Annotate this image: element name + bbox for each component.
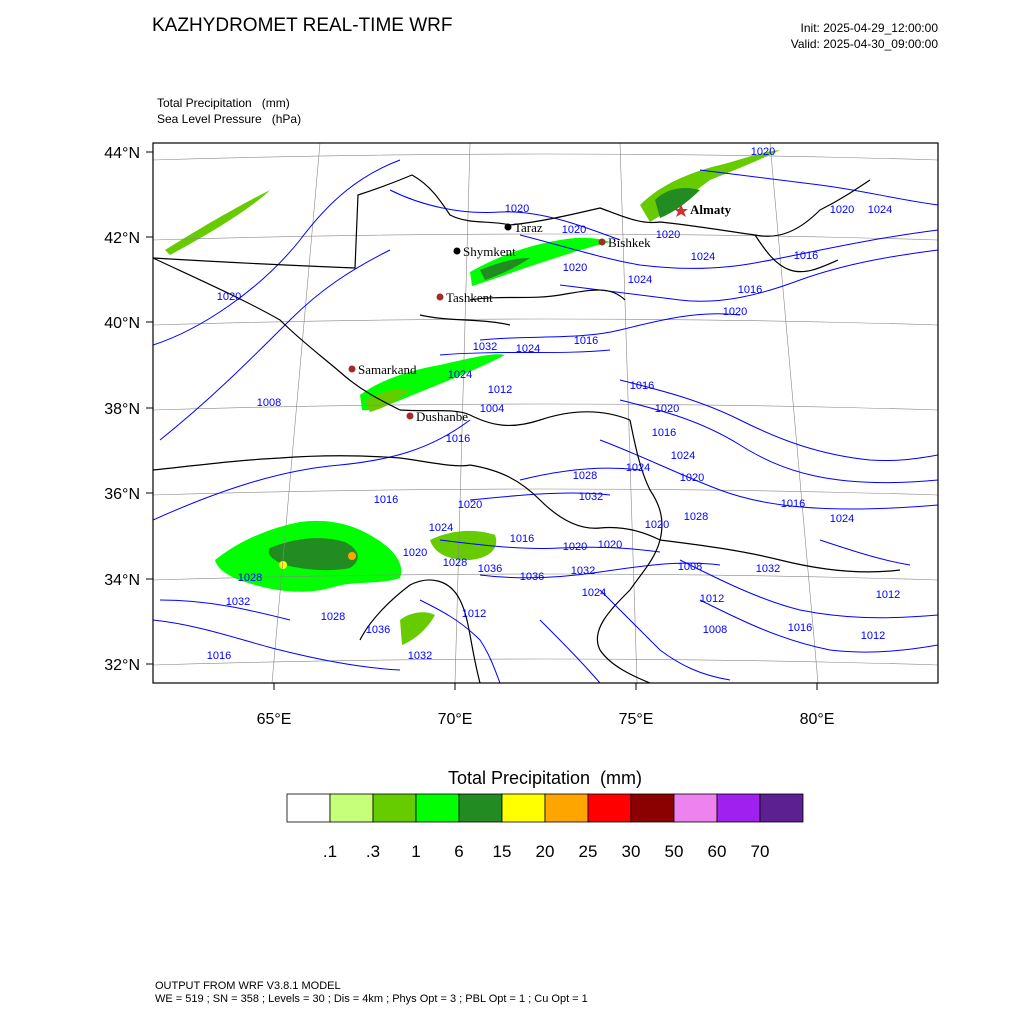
lon-label: 80°E: [799, 711, 835, 728]
city-label-taraz: Taraz: [514, 220, 543, 235]
map-title: KAZHYDROMET REAL-TIME WRF: [152, 15, 453, 36]
contour-label: 1024: [867, 204, 893, 216]
colorbar-swatch: [545, 794, 588, 822]
contour-label: 1016: [206, 650, 232, 662]
contour-label: 1020: [722, 306, 748, 318]
contour-label: 1020: [562, 262, 588, 274]
colorbar-labels: [0, 842, 1024, 864]
contour-label: 1024: [428, 522, 454, 534]
contour-label: 1032: [755, 563, 781, 575]
contour-label: 1020: [216, 291, 242, 303]
contour-label: 1016: [509, 533, 535, 545]
lat-label: 42°N: [104, 230, 140, 247]
colorbar-swatch: [330, 794, 373, 822]
contour-label: 1020: [655, 229, 681, 241]
contour-label: 1016: [780, 498, 806, 510]
city-dot-icon: [599, 239, 606, 246]
contour-label: 1028: [683, 511, 709, 523]
contour-label: 1020: [402, 547, 428, 559]
contour-label: 1020: [561, 224, 587, 236]
contour-label: 1012: [875, 589, 901, 601]
city-label-tashkent: Tashkent: [446, 290, 493, 305]
lon-label: 65°E: [256, 711, 292, 728]
colorbar-label: 60: [707, 842, 727, 861]
contour-label: 1008: [702, 624, 728, 636]
colorbar-swatch: [631, 794, 674, 822]
footer-model: OUTPUT FROM WRF V3.8.1 MODEL: [155, 980, 341, 992]
colorbar-label: 15: [492, 842, 512, 861]
contour-label: 1024: [627, 274, 653, 286]
colorbar-label: .3: [365, 842, 381, 861]
contour-label: 1032: [570, 565, 596, 577]
contour-label: 1004: [479, 403, 505, 415]
colorbar-swatch: [502, 794, 545, 822]
city-label-almaty: Almaty: [690, 202, 732, 217]
contour-label: 1032: [472, 341, 498, 353]
contour-label: 1012: [860, 630, 886, 642]
contour-label: 1036: [477, 563, 503, 575]
city-dot-icon: [437, 294, 444, 301]
colorbar-swatch: [373, 794, 416, 822]
colorbar-label: 1: [411, 842, 421, 861]
contour-label: 1028: [572, 470, 598, 482]
city-label-samarkand: Samarkand: [358, 362, 417, 377]
contour-label: 1024: [625, 462, 651, 474]
init-time: Init: 2025-04-29_12:00:00: [800, 21, 938, 35]
contour-label: 1024: [690, 251, 716, 263]
contour-label: 1008: [677, 561, 703, 573]
model-footer: [155, 980, 588, 1006]
colorbar-swatch: [287, 794, 330, 822]
contour-label: 1032: [225, 596, 251, 608]
lon-labels: [257, 711, 835, 728]
colorbar-label: .1: [322, 842, 338, 861]
contour-label: 1016: [445, 433, 471, 445]
contour-label: 1020: [562, 541, 588, 553]
lat-label: 44°N: [104, 145, 140, 162]
colorbar-swatch: [459, 794, 502, 822]
contour-label: 1012: [699, 593, 725, 605]
contour-label: 1020: [457, 499, 483, 511]
contour-label: 1020: [750, 146, 776, 158]
colorbar: [287, 794, 803, 822]
colorbar-label: 50: [664, 842, 684, 861]
contour-label: 1012: [461, 608, 487, 620]
map-background: [153, 143, 938, 683]
city-label-bishkek: Bishkek: [608, 235, 651, 250]
lon-label: 70°E: [437, 711, 473, 728]
contour-label: 1036: [519, 571, 545, 583]
colorbar-swatch: [416, 794, 459, 822]
contour-label: 1016: [737, 284, 763, 296]
contour-label: 1032: [578, 491, 604, 503]
city-label-shymkent: Shymkent: [463, 244, 516, 259]
precip-spot: [348, 552, 356, 560]
city-dot-icon: [505, 224, 512, 231]
colorbar-label: 20: [535, 842, 555, 861]
contour-label: 1020: [679, 472, 705, 484]
lat-labels: [104, 145, 140, 674]
contour-label: 1024: [447, 369, 473, 381]
city-dot-icon: [454, 248, 461, 255]
lat-label: 32°N: [104, 657, 140, 674]
contour-label: 1028: [320, 611, 346, 623]
lon-label: 75°E: [618, 711, 654, 728]
contour-label: 1016: [573, 335, 599, 347]
contour-label: 1016: [373, 494, 399, 506]
valid-time: Valid: 2025-04-30_09:00:00: [790, 37, 938, 51]
colorbar-label: 30: [621, 842, 641, 861]
city-dot-icon: [407, 413, 414, 420]
colorbar-label: 70: [750, 842, 770, 861]
contour-label: 1016: [629, 380, 655, 392]
colorbar-swatch: [760, 794, 803, 822]
lat-label: 34°N: [104, 572, 140, 589]
contour-label: 1012: [487, 384, 513, 396]
contour-label: 1020: [597, 539, 623, 551]
contour-label: 1024: [581, 587, 607, 599]
contour-label: 1016: [787, 622, 813, 634]
map-body: [153, 143, 938, 683]
colorbar-label: 6: [454, 842, 464, 861]
contour-label: 1024: [829, 513, 855, 525]
lat-label: 38°N: [104, 401, 140, 418]
contour-label: 1024: [515, 343, 541, 355]
lat-label: 40°N: [104, 315, 140, 332]
contour-label: 1020: [644, 519, 670, 531]
colorbar-title: Total Precipitation (mm): [447, 768, 643, 788]
contour-label: 1028: [442, 557, 468, 569]
colorbar-swatch: [674, 794, 717, 822]
contour-label: 1016: [651, 427, 677, 439]
contour-label: 1020: [504, 203, 530, 215]
contour-label: 1028: [237, 572, 263, 584]
colorbar-swatch: [717, 794, 760, 822]
contour-label: 1008: [256, 397, 282, 409]
field-pressure: Sea Level Pressure (hPa): [157, 112, 302, 126]
contour-label: 1024: [670, 450, 696, 462]
contour-label: 1020: [829, 204, 855, 216]
footer-config: WE = 519 ; SN = 358 ; Levels = 30 ; Dis = 4km ; Phys Opt = 3 ; PBL Opt = 1 ; Cu Opt = 1: [155, 993, 588, 1005]
contour-label: 1016: [793, 250, 819, 262]
colorbar-swatch: [588, 794, 631, 822]
field-precip: Total Precipitation (mm): [157, 96, 290, 110]
lat-label: 36°N: [104, 486, 140, 503]
contour-label: 1032: [407, 650, 433, 662]
contour-label: 1036: [365, 624, 391, 636]
colorbar-label: 25: [578, 842, 598, 861]
city-label-dushanbe: Dushanbe: [416, 409, 468, 424]
contour-label: 1020: [654, 403, 680, 415]
city-dot-icon: [349, 366, 356, 373]
